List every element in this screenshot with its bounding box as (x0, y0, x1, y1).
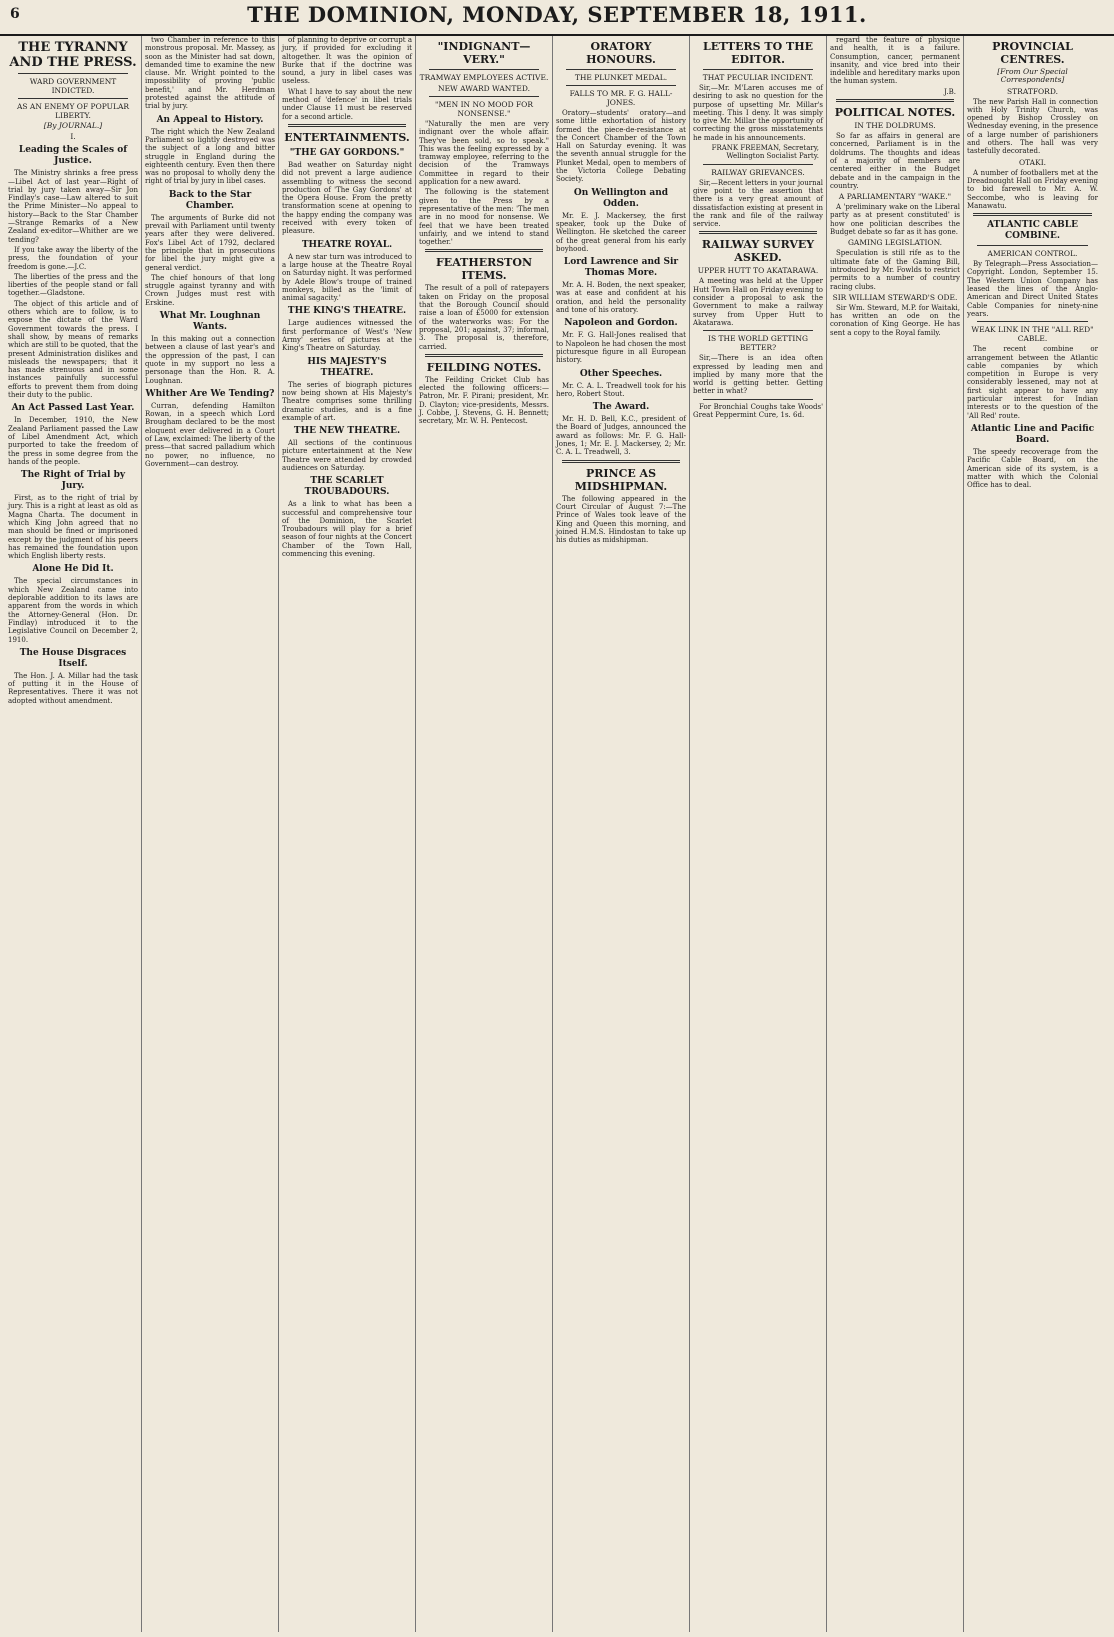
subheading: THE KING'S THEATRE. (287, 306, 407, 317)
subheading: Atlantic Line and Pacific Board. (970, 423, 1095, 445)
subheading: THEATRE ROYAL. (301, 239, 393, 250)
column-4 (416, 36, 553, 1632)
subheading: HIS MAJESTY'S THEATRE. (307, 356, 387, 378)
paragraph: The object of this article and of others which are to follow, is to expose the dictate of the Ward Government towards the press. I shall show, by means of remarks which are still to be quoted, that the present Administration dislikes and misleads the newspapers; that it has made strenuous and in some instances painfully successful efforts to prevent them from doing their duty to the public. (8, 299, 138, 400)
headline: LETTERS TO THE EDITOR. (703, 40, 813, 66)
page-number: 6 (10, 6, 20, 22)
deck: AS AN ENEMY OF POPULAR LIBERTY. (16, 102, 130, 120)
paragraph: The series of biograph pictures now being shown at His Majesty's Theatre comprises some thrilling dramatic studies, and is a fine example of art. (282, 380, 412, 422)
deck: NEW AWARD WANTED. (438, 84, 530, 93)
subheading: On Wellington and Odden. (573, 187, 669, 209)
deck: IS THE WORLD GETTING BETTER? (708, 334, 808, 353)
subheading: THE SCARLET TROUBADOURS. (304, 476, 390, 498)
headline: "INDIGNANT—VERY." (437, 40, 531, 66)
paragraph: The arguments of Burke did not prevail with Parliament until twenty years after they were delivered. Fox's Libel Act of 1792, declared the principle that in prosecutions for libel the jury might give a general verdict. (145, 213, 275, 272)
deck: GAMING LEGISLATION. (847, 238, 943, 248)
column-6 (690, 36, 827, 1632)
deck: WEAK LINK IN THE "ALL RED" CABLE. (971, 325, 1094, 344)
subheading: An Act Passed Last Year. (11, 403, 135, 414)
paragraph: "Naturally the men are very indignant over the whole affair. They've been sold, so to speak." This was the feeling expressed by a tramway employee, referring to the decision of the Tramways Committee in regard to their application for a new award. (419, 120, 549, 187)
column-3 (279, 36, 416, 1632)
paragraph: The special circumstances in which New Zealand came into deplorable addition to its laws are apparent from the words in which the Attorney-General (Hon. Dr. Findlay) introduced it to the Legislative Council on December 2, 1910. (8, 577, 138, 644)
paragraph: By Telegraph—Press Association—Copyright. London, September 15. The Western Union Company has leased the lines of the Anglo-American and Direct United States Cable Companies for ninety-nine years. (967, 260, 1098, 318)
headline: ATLANTIC CABLE COMBINE. (987, 220, 1078, 242)
deck: TRAMWAY EMPLOYEES ACTIVE. (419, 73, 549, 82)
paragraph: Oratory—students' oratory—and some little exhortation of history formed the piece-de-resistance at the Concert Chamber of the Town Hall on Saturday evening. It was the seventh annual struggle for the Plunket Medal, open to members of the Victoria College Debating Society. (556, 109, 686, 184)
deck: WARD GOVERNMENT INDICTED. (29, 77, 117, 95)
footer-advert: For Bronchial Coughs take Woods' Great Peppermint Cure, 1s. 6d. (693, 402, 823, 420)
paragraph: A 'preliminary wake on the Liberal party as at present constituted' is how one politician describes the Budget debate so far as it has gone. (830, 203, 960, 237)
paragraph: Sir,—Mr. M'Laren accuses me of desiring to ask no question for the purpose of upsetting Mr. Millar's meeting. This I deny. It was simply to give Mr. Millar the opportunity of correcting the gross misstatements he made in his announcements. (693, 84, 823, 142)
paragraph: The chief honours of that long struggle against tyranny and with Crown Judges must rest with Erskine. (145, 273, 275, 307)
paragraph: If you take away the liberty of the press, the foundation of your freedom is gone.—J.C. (8, 245, 138, 271)
paragraph: Sir,—There is an idea often expressed by leading men and implied by many more that the world is getting better. Getting better in what? (693, 354, 823, 396)
signature: J.B. (944, 87, 956, 96)
paragraph: The right which the New Zealand Parliament so lightly destroyed was the subject of a long and bitter struggle in England during the eighteenth century. Even then there was no proposal to wholly deny the right of trial by jury in libel cases. (145, 127, 275, 186)
paragraph: Mr. F. G. Hall-Jones realised that to Napoleon he had chosen the most picturesque figure in all European history. (556, 331, 686, 365)
signature: FRANK FREEMAN, Secretary, Wellington Socialist Party. (711, 144, 819, 161)
subheading: The House Disgraces Itself. (19, 647, 127, 669)
headline: FEILDING NOTES. (426, 360, 542, 374)
subheading: THE NEW THEATRE. (293, 426, 401, 437)
paragraph: Mr. A. H. Boden, the next speaker, was at ease and confident at his oration, and held the personality and tone of his oratory. (556, 281, 686, 315)
column-2 (142, 36, 279, 1632)
paragraph: A number of footballers met at the Dreadnought Hall on Friday evening to bid farewell to Mr. A. W. Seccombe, who is leaving for Manawatu. (967, 168, 1098, 210)
paragraph: of planning to deprive or corrupt a jury, if provided for excluding it altogether. It was the opinion of Burke that if the doctrine was sound, a jury in libel cases was useless. (282, 36, 412, 86)
subheading: "THE GAY GORDONS." (289, 147, 405, 158)
subheading: Back to the Star Chamber. (168, 189, 252, 211)
byline: [By JOURNAL.] (43, 121, 103, 130)
paragraph: So far as affairs in general are concerned, Parliament is in the doldrums. The thoughts and ideas of a majority of members are centered either in the Budget debate and in the campaign in the country. (830, 132, 960, 190)
paragraph: two Chamber in reference to this monstrous proposal. Mr. Massey, as soon as the Minister had sat down, demanded time to examine the new clause. Mr. Wright pointed to the impossibility of proving 'public benefit,' and Mr. Herdman protested against the attitude of trial by jury. (145, 36, 275, 111)
deck: A PARLIAMENTARY "WAKE." (838, 192, 952, 202)
paragraph: Mr. C. A. L. Treadwell took for his hero, Robert Stout. (556, 381, 686, 398)
deck: STRATFORD. (1007, 86, 1058, 96)
column-8 (964, 36, 1101, 1632)
subheading: The Award. (592, 402, 650, 413)
paragraph: Bad weather on Saturday night did not prevent a large audience assembling to witness the second production of 'The Gay Gordons' at the Opera House. From the pretty transformation scene at opening to the happy ending the company was received with every token of pleasure. (282, 160, 412, 236)
paragraph: The following is the statement given to the Press by a representative of the men: 'The men are in no mood for nonsense. We feel that we have been treated unfairly, and we intend to stand together.' (419, 188, 549, 247)
deck: THAT PECULIAR INCIDENT. (702, 73, 814, 82)
deck: FALLS TO MR. F. G. HALL-JONES. (569, 89, 673, 107)
paragraph: The speedy recoverage from the Pacific Cable Board, on the American side of its system, is a matter with which the Colonial Office has to deal. (967, 447, 1098, 490)
subheading: Lord Lawrence and Sir Thomas More. (563, 257, 679, 279)
deck: SIR WILLIAM STEWARD'S ODE. (832, 292, 958, 302)
deck: OTAKI. (1018, 157, 1047, 167)
paragraph: Large audiences witnessed the first performance of West's 'New Army' series of pictures at the King's Theatre on Saturday. (282, 319, 412, 353)
paragraph: In December, 1910, the New Zealand Parliament passed the Law of Libel Amendment Act, which purported to take the freedom of the press in some degree from the hands of the people. (8, 416, 138, 466)
headline: RAILWAY SURVEY ASKED. (701, 238, 815, 265)
columns (5, 36, 1109, 1632)
headline: PROVINCIAL CENTRES. (992, 40, 1073, 66)
subheading: Napoleon and Gordon. (564, 318, 678, 329)
paragraph: In this making out a connection between a clause of last year's and the oppression of the past, I can quote in my support no less a personage than the Hon. R. A. Loughnan. (145, 335, 275, 385)
paragraph: A meeting was held at the Upper Hutt Town Hall on Friday evening to consider a proposal to ask the Government to make a railway survey from Upper Hutt to Akatarawa. (693, 277, 823, 327)
byline: [From Our Special Correspondents] (997, 67, 1068, 85)
subheading: Other Speeches. (579, 368, 663, 379)
headline: POLITICAL NOTES. (834, 106, 956, 120)
deck: AMERICAN CONTROL. (987, 249, 1078, 259)
paragraph: Sir Wm. Steward, M.P. for Waitaki, has written an ode on the coronation of King George. He has sent a copy to the Royal family. (830, 303, 960, 337)
column-1 (5, 36, 142, 1632)
headline: THE TYRANNY AND THE PRESS. (9, 40, 137, 70)
deck: UPPER HUTT TO AKATARAWA. (697, 266, 819, 276)
paragraph: What I have to say about the new method of 'defence' in libel trials under Clause 11 must be reserved for a second article. (282, 87, 412, 121)
paragraph: The new Parish Hall in connection with Holy Trinity Church, was opened by Bishop Crossley on Wednesday evening, in the presence of a large number of parishioners and others. The hall was very tastefully decorated. (967, 97, 1098, 156)
paragraph: The following appeared in the Court Circular of August 7:—The Prince of Wales took leave of the King and Queen this morning, and joined H.M.S. Hindostan to take up his duties as midshipman. (556, 494, 686, 545)
deck: IN THE DOLDRUMS. (854, 121, 936, 131)
paragraph: A new star turn was introduced to a large house at the Theatre Royal on Saturday night. It was performed by Adele Blow's troupe of trained monkeys, billed as the 'limit of animal sagacity.' (282, 252, 412, 303)
subheading: What Mr. Loughnan Wants. (159, 311, 261, 333)
newspaper-title: THE DOMINION, MONDAY, SEPTEMBER 18, 1911. (247, 2, 867, 27)
paragraph: First, as to the right of trial by jury. This is a right at least as old as Magna Charta. The document in which King John agreed that no man should be fined or imprisoned except by the judgment of his peers has remained the foundation upon which English liberty rests. (8, 494, 138, 561)
paragraph: regard the feature of physique and health, it is a failure. Consumption, cancer, permanent insanity, and vice bred into their indelible and hereditary marks upon the human system. (830, 36, 960, 86)
column-5 (553, 36, 690, 1632)
paragraph: Mr. E. J. Mackersey, the first speaker, took up the Duke of Wellington. He sketched the career of the great general from his early boyhood. (556, 211, 686, 253)
subheading: Leading the Scales of Justice. (18, 145, 128, 167)
paragraph: Sir,—Recent letters in your journal give point to the assertion that there is a very great amount of dissatisfaction existing at present in the rank and file of the railway service. (693, 178, 823, 229)
paragraph: The Hon. J. A. Millar had the task of putting it in the House of Representatives. There it was not adopted without amendment. (8, 671, 138, 705)
subheading: Whither Are We Tending? (145, 388, 275, 399)
deck: RAILWAY GRIEVANCES. (711, 167, 805, 177)
deck: "MEN IN NO MOOD FOR NONSENSE." (435, 100, 533, 118)
deck: THE PLUNKET MEDAL. (574, 73, 668, 82)
paragraph: The liberties of the press and the liberties of the people stand or fall together.—Gladstone. (8, 272, 138, 298)
paragraph: The Ministry shrinks a free press—Libel Act of last year—Right of trial by jury taken away—Sir Jon Findlay's case—Law altered to suit the Prime Minister—No appeal to history—Back to the Star Chamber—Strange Remarks of a New Zealand ex-editor—Whither are we tending? (8, 169, 138, 244)
headline: PRINCE AS MIDSHIPMAN. (574, 466, 668, 493)
section-numeral: I. (70, 132, 76, 142)
paragraph: The result of a poll of ratepayers taken on Friday on the proposal that the Borough Council should raise a loan of £5000 for extension of the waterworks was: For the proposal, 201; against, 37; informal, 3. The proposal is, therefore, carried. (419, 284, 549, 351)
subheading: Alone He Did It. (32, 564, 114, 575)
column-7 (827, 36, 964, 1632)
subheading: An Appeal to History. (156, 114, 264, 125)
paragraph: All sections of the continuous picture entertainment at the New Theatre were attended by crowded audiences on Saturday. (282, 439, 412, 472)
headline: FEATHERSTON ITEMS. (436, 256, 532, 283)
paragraph: Curran, defending Hamilton Rowan, in a speech which Lord Brougham declared to be the most eloquent ever delivered in a Court of Law, exclaimed: The liberty of the press—that sacred palladium which no power, no influence, no Government—can destroy. (145, 401, 275, 468)
paragraph: As a link to what has been a successful and comprehensive tour of the Dominion, the Scarlet Troubadours will play for a brief season of four nights at the Concert Chamber of the Town Hall, commencing this evening. (282, 500, 412, 559)
paragraph: The Feilding Cricket Club has elected the following officers:—Patron, Mr. F. Pirani; president, Mr. D. Clayton; vice-presidents, Messrs. J. Cobbe, J. Stevens, G. H. Bennett; secretary, Mr. W. H. Pentecost. (419, 375, 549, 426)
paragraph: Mr. H. D. Bell, K.C., president of the Board of Judges, announced the award as follows: Mr. F. G. Hall-Jones, 1; Mr. E. J. Mackersey, 2; Mr. C. A. L. Treadwell, 3. (556, 415, 686, 457)
headline: ENTERTAINMENTS. (284, 130, 410, 144)
subheading: The Right of Trial by Jury. (20, 470, 126, 492)
headline: ORATORY HONOURS. (586, 40, 656, 66)
masthead (0, 0, 1114, 36)
paragraph: The recent combine or arrangement between the Atlantic cable companies by which competition in Europe is very considerably lessened, may not at first sight appear to have any particular interest for Indian interests or to the question of the 'All Red' route. (967, 345, 1098, 420)
paragraph: Speculation is still rife as to the ultimate fate of the Gaming Bill, introduced by Mr. Fowlds to restrict permits to a number of country racing clubs. (830, 249, 960, 291)
